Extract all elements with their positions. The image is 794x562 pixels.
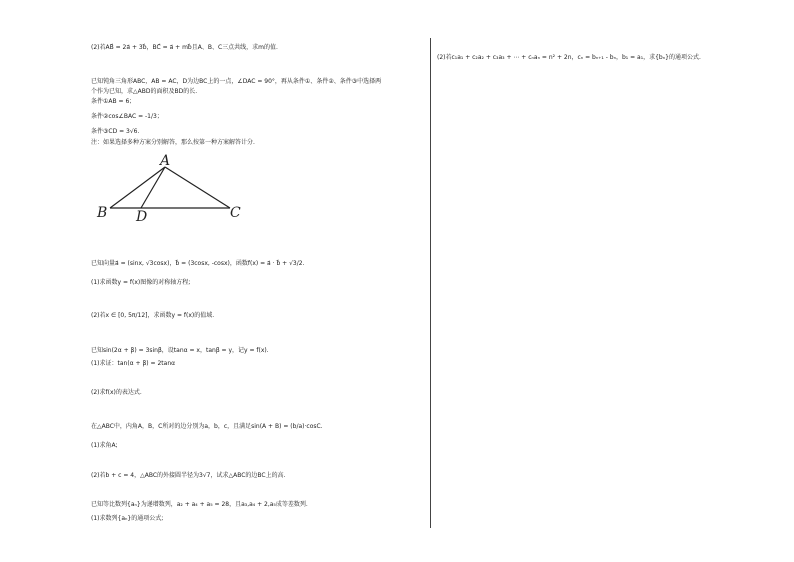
sequence-part-2: (2)若c₁a₁ + c₂a₂ + c₃a₃ + ⋯ + cₙaₙ = n² + 2n，cₙ = bₙ₊₁ - bₙ，b₁ = a₁，求{bₙ}的通项公式.: [437, 54, 701, 61]
vector-part-1: (1)求函数y = f(x)图像的对称轴方程;: [91, 279, 191, 286]
condition-1: 条件①AB = 6；: [91, 98, 136, 105]
selection-note: 注：如果选择多种方案分别解答，那么按第一种方案解答计分.: [91, 139, 255, 146]
abc-question: 在△ABC中，内角A，B，C所对的边分别为a，b，c，且满足sin(A + B) = (b/a)·cosC.: [91, 423, 323, 430]
vertex-b-label: B: [97, 205, 108, 221]
column-divider: [430, 38, 431, 528]
triangle-question-line2: 个作为已知，求△ABD的面积及BD的长.: [91, 88, 198, 95]
triangle-figure: [94, 152, 254, 224]
abc-part-1: (1)求角A;: [91, 442, 118, 449]
sequence-question: 已知等比数列{aₙ}为递增数列，a₂ + a₄ + a₅ = 28，且a₃,a₄ + 2,a₅成等差数列.: [91, 501, 308, 508]
vector-part-2: (2)若x ∈ [0, 5π/12]，求函数y = f(x)的值域.: [91, 312, 215, 319]
trig-question: 已知sin(2α + β) = 3sinβ，设tanα = x，tanβ = y，记y = f(x).: [91, 347, 269, 354]
segment-ac: [165, 167, 230, 208]
condition-3: 条件③CD = 3√6.: [91, 128, 140, 135]
trig-part-2: (2)求f(x)的表达式.: [91, 389, 142, 396]
vertex-a-label: A: [160, 153, 171, 169]
segment-ad: [141, 167, 165, 208]
condition-2: 条件②cos∠BAC = -1/3；: [91, 113, 163, 120]
trig-part-1: (1)求证：tan(α + β) = 2tanα: [91, 360, 176, 367]
segment-ab: [110, 167, 165, 208]
abc-part-2: (2)若b + c = 4，△ABC的外接圆半径为3√7，试求△ABC的边BC上的高.: [91, 472, 286, 479]
vector-question: 已知向量a⃗ = (sinx, √3cosx)，b⃗ = (3cosx, -cosx)，函数f(x) = a⃗ · b⃗ + √3/2.: [91, 260, 305, 267]
point-d-label: D: [136, 209, 148, 224]
vertex-c-label: C: [230, 205, 241, 221]
collinear-question: (2)若AB⃗ = 2a⃗ + 3b⃗，BC⃗ = a⃗ + mb⃗且A、B、C三点共线，求m的值.: [91, 44, 278, 51]
triangle-question-line1: 已知钝角三角形ABC，AB = AC，D为边BC上的一点，∠DAC = 90°，再从条件①、条件②、条件③中选择两: [91, 78, 382, 85]
sequence-part-1: (1)求数列{aₙ}的通项公式;: [91, 515, 164, 522]
